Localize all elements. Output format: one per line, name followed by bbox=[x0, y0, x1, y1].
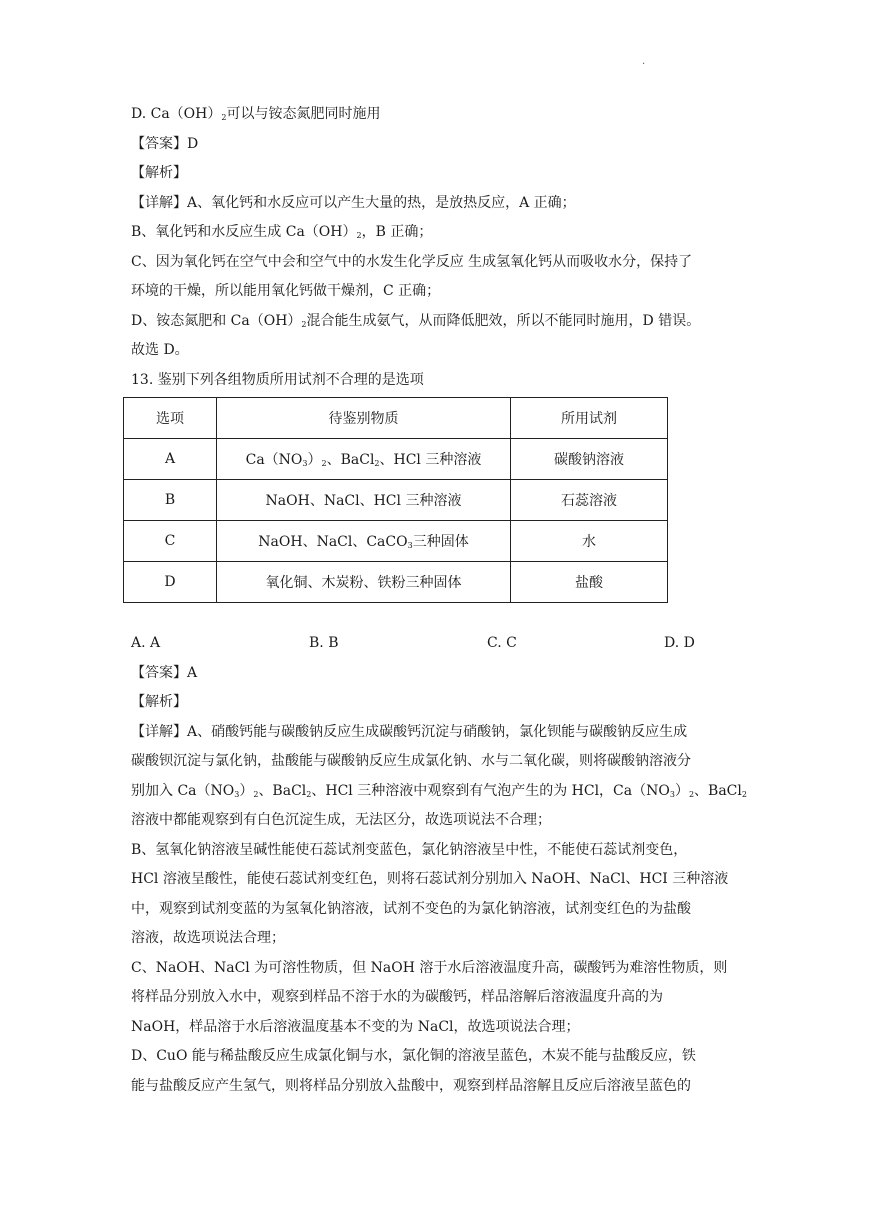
detail-b-line4: 溶液，故选项说法合理； bbox=[131, 930, 285, 946]
detail-b-line2: HCl 溶液呈酸性，能使石蕊试剂变红色，则将石蕊试剂分别加入 NaOH、NaCl、HCI 三种溶液 bbox=[131, 871, 729, 887]
choose-statement: 故选 D。 bbox=[131, 342, 189, 358]
question-13-table bbox=[123, 397, 668, 603]
choice-d: D. D bbox=[664, 635, 695, 651]
question-13-stem: 13. 鉴别下列各组物质所用试剂不合理的是选项 bbox=[131, 371, 424, 388]
table-cell-reagent: 水 bbox=[511, 521, 668, 562]
detail-c-line1: C、NaOH、NaCl 为可溶性物质，但 NaOH 溶于水后溶液温度升高，碳酸钙为难溶性物质，则 bbox=[131, 959, 728, 976]
table-cell-substance: NaOH、NaCl、CaCO$_3$三种固体 bbox=[217, 521, 511, 562]
table-header: 待鉴别物质 bbox=[217, 398, 511, 439]
table-header-row bbox=[124, 398, 668, 439]
answer-choices bbox=[131, 629, 741, 659]
detail-b-line1: B、氢氧化钠溶液呈碱性能使石蕊试剂变蓝色，氯化钠溶液呈中性，不能使石蕊试剂变色， bbox=[131, 841, 688, 858]
detail-a: 【详解】A、氧化钙和水反应可以产生大量的热，是放热反应，A 正确； bbox=[131, 194, 576, 211]
table-row bbox=[124, 439, 668, 480]
page-mark: . bbox=[642, 56, 646, 67]
table-row bbox=[124, 480, 668, 521]
table-cell-substance: $Ca(NO_3)_2$、BaCl$_2$、HCl 三种溶液 bbox=[217, 439, 511, 480]
document-body bbox=[131, 100, 747, 1101]
detail-d-line1: D、CuO 能与稀盐酸反应生成氯化铜与水，氯化铜的溶液呈蓝色，木炭不能与盐酸反应，铁 bbox=[131, 1048, 696, 1064]
detail-b: B、氧化钙和水反应生成 $Ca(OH)_2$，B 正确； bbox=[131, 224, 433, 240]
analysis-label: 【解析】 bbox=[131, 694, 187, 710]
table-cell-option: C bbox=[124, 521, 217, 562]
detail-a-line3: 别加入 $Ca(NO_3)_2$、BaCl$_2$、HCl 三种溶液中观察到有气泡产生的为 HCl，$Ca(NO_3)_2$、BaCl$_2$ bbox=[131, 782, 747, 799]
answer-label: 【答案】D bbox=[131, 135, 199, 152]
detail-b-line3: 中，观察到试剂变蓝的为氢氧化钠溶液，试剂不变色的为氯化钠溶液，试剂变红色的为盐酸 bbox=[131, 900, 691, 917]
table-cell-option: B bbox=[124, 480, 217, 521]
detail-c-line2: 环境的干燥，所以能用氧化钙做干燥剂，C 正确； bbox=[131, 283, 441, 299]
detail-a-line2: 碳酸钡沉淀与氯化钠，盐酸能与碳酸钠反应生成氯化钠、水与二氧化碳，则将碳酸钠溶液分 bbox=[131, 753, 691, 769]
detail-c-line1: C、因为氧化钙在空气中会和空气中的水发生化学反应 生成氢氧化钙从而吸收水分，保持了 bbox=[131, 253, 693, 270]
answer-label: 【答案】A bbox=[131, 664, 198, 681]
analysis-label: 【解析】 bbox=[131, 165, 187, 181]
table-cell-substance: 氧化铜、木炭粉、铁粉三种固体 bbox=[217, 562, 511, 603]
table-cell-substance: NaOH、NaCl、HCl 三种溶液 bbox=[217, 480, 511, 521]
choice-c: C. C bbox=[487, 635, 517, 651]
table-cell-option: D bbox=[124, 562, 217, 603]
table-header: 所用试剂 bbox=[511, 398, 668, 439]
table-row bbox=[124, 521, 668, 562]
table-cell-reagent: 碳酸钠溶液 bbox=[511, 439, 668, 480]
table-row bbox=[124, 562, 668, 603]
detail-d-line2: 能与盐酸反应产生氢气，则将样品分别放入盐酸中，观察到样品溶解且反应后溶液呈蓝色的 bbox=[131, 1077, 691, 1094]
detail-c-line3: NaOH，样品溶于水后溶液温度基本不变的为 NaCl，故选项说法合理； bbox=[131, 1018, 580, 1035]
detail-a-line4: 溶液中都能观察到有白色沉淀生成，无法区分，故选项说法不合理； bbox=[131, 812, 551, 828]
table-cell-option: A bbox=[124, 439, 217, 480]
table-cell-reagent: 盐酸 bbox=[511, 562, 668, 603]
choice-b: B. B bbox=[309, 635, 339, 651]
table-header: 选项 bbox=[124, 398, 217, 439]
choice-a: A. A bbox=[131, 635, 161, 651]
option-d-statement: D. $Ca(OH)_2$可以与铵态氮肥同时施用 bbox=[131, 106, 381, 122]
detail-d: D、铵态氮肥和 $Ca(OH)_2$混合能生成氨气，从而降低肥效，所以不能同时施用，D 错误。 bbox=[131, 312, 701, 329]
detail-c-line2: 将样品分别放入水中，观察到样品不溶于水的为碳酸钙，样品溶解后溶液温度升高的为 bbox=[131, 989, 663, 1005]
table-cell-reagent: 石蕊溶液 bbox=[511, 480, 668, 521]
detail-a-line1: 【详解】A、硝酸钙能与碳酸钠反应生成碳酸钙沉淀与硝酸钠，氯化钡能与碳酸钠反应生成 bbox=[131, 723, 688, 740]
